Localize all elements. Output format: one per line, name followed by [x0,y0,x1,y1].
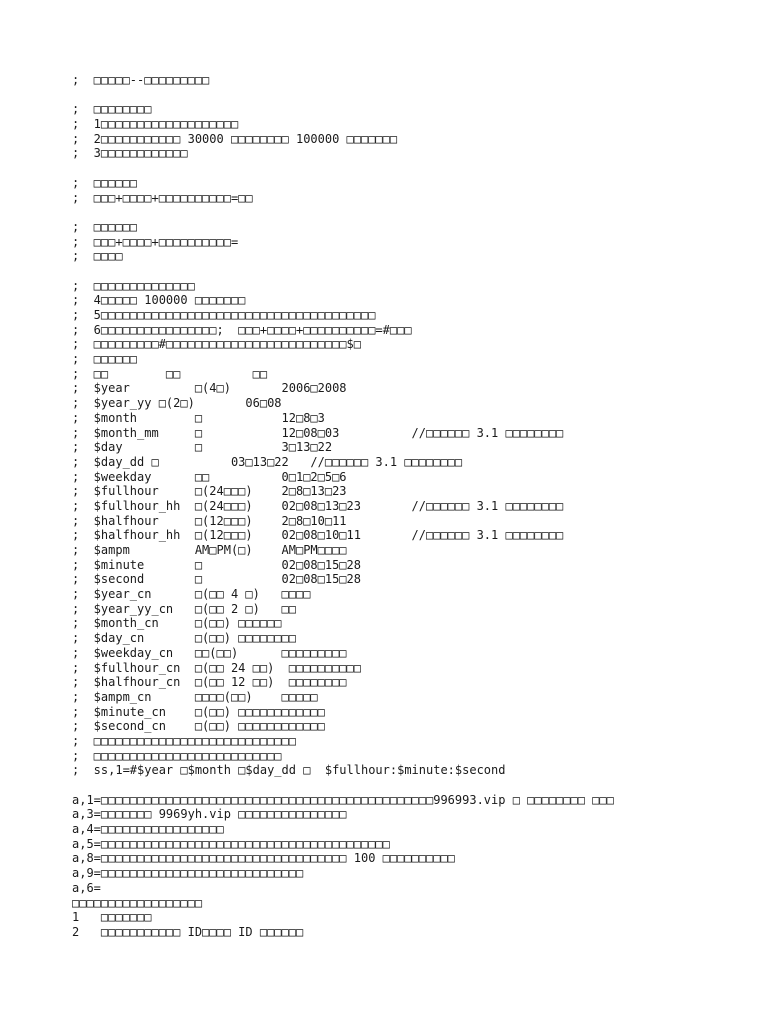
text-line: a,8=□□□□□□□□□□□□□□□□□□□□□□□□□□□□□□□□□□ 100 □□□□□□□□□□ [72,851,455,866]
text-line: a,4=□□□□□□□□□□□□□□□□□ [72,822,224,837]
text-line: 2 □□□□□□□□□□□ ID□□□□ ID □□□□□□ [72,924,304,939]
text-line: ; □□□+□□□□+□□□□□□□□□□= [72,234,239,249]
text-line: a,5=□□□□□□□□□□□□□□□□□□□□□□□□□□□□□□□□□□□□□□□□ [72,836,390,851]
text-line: ; $minute □ 02□08□15□28 [72,557,361,572]
text-line: ; □□□□□□ [72,175,138,190]
text-line: ; $year □(4□) 2006□2008 [72,381,347,396]
text-line: ; 6□□□□□□□□□□□□□□□□; □□□+□□□□+□□□□□□□□□□=#□□□ [72,322,412,337]
text-line: ; □□□□□--□□□□□□□□□ [72,73,210,87]
text-line: ; $month □ 12□8□3 [72,410,325,425]
text-line: ; □□□+□□□□+□□□□□□□□□□=□□ [72,190,253,205]
text-line: ; $year_yy_cn □(□□ 2 □) □□ [72,601,296,616]
text-line [72,205,762,220]
text-line: a,1=□□□□□□□□□□□□□□□□□□□□□□□□□□□□□□□□□□□□□□□□□□□□□□996993.vip □ □□□□□□□□ □□□ [72,792,614,807]
text-line: ; $minute_cn □(□□) □□□□□□□□□□□□ [72,704,325,719]
text-line: ; 3□□□□□□□□□□□□ [72,146,188,161]
text-line: ; ss,1=#$year □$month □$day_dd □ $fullhour:$minute:$second [72,763,506,778]
text-line [72,778,762,793]
text-line: ; □□□□□□□□□□□□□□□□□□□□□□□□□□□□ [72,733,296,748]
text-line: ; $day_dd □ 03□13□22 //□□□□□□ 3.1 □□□□□□□□ [72,454,463,469]
text-line: ; $fullhour_hh □(24□□□) 02□08□13□23 //□□□□□□ 3.1 □□□□□□□□ [72,498,564,513]
text-line: ; $second □ 02□08□15□28 [72,572,361,587]
text-line: ; $day □ 3□13□22 [72,440,333,455]
text-line: ; $fullhour_cn □(□□ 24 □□) □□□□□□□□□□ [72,660,361,675]
text-line: ; $halfhour_cn □(□□ 12 □□) □□□□□□□□ [72,675,347,690]
text-line: ; $month_mm □ 12□08□03 //□□□□□□ 3.1 □□□□□□□□ [72,425,564,440]
text-line: a,3=□□□□□□□ 9969yh.vip □□□□□□□□□□□□□□□ [72,807,347,822]
text-line [72,264,762,279]
text-line: ; $month_cn □(□□) □□□□□□ [72,616,282,631]
text-line: ; $fullhour □(24□□□) 2□8□13□23 [72,484,347,499]
text-line: ; □□□□□□□□ [72,102,152,117]
text-line: ; □□□□□□□□□□□□□□ [72,278,195,293]
text-line [72,161,762,176]
text-line: ; $second_cn □(□□) □□□□□□□□□□□□ [72,719,325,734]
text-line: ; $weekday □□ 0□1□2□5□6 [72,469,347,484]
text-line: ; □□□□□□ [72,219,138,234]
text-line: ; 4□□□□□ 100000 □□□□□□□ [72,293,246,308]
text-line: ; $halfhour □(12□□□) 2□8□10□11 [72,513,347,528]
text-line: ; $year_cn □(□□ 4 □) □□□□ [72,587,311,602]
text-line: ; □□□□□□□□□#□□□□□□□□□□□□□□□□□□□□□□□□□$□ [72,337,361,352]
text-line: ; 1□□□□□□□□□□□□□□□□□□□ [72,117,239,132]
text-line: ; $ampm AM□PM(□) AM□PM□□□□ [72,543,347,557]
document-body [72,73,762,940]
text-line: a,9=□□□□□□□□□□□□□□□□□□□□□□□□□□□□ [72,866,304,881]
text-line: ; 2□□□□□□□□□□□ 30000 □□□□□□□□ 100000 □□□□□□□ [72,131,398,146]
text-line: 1 □□□□□□□ [72,910,152,925]
text-line: ; □□□□ [72,249,123,264]
text-line: ; □□□□□□ [72,352,138,367]
text-line: ; $weekday_cn □□(□□) □□□□□□□□□ [72,645,347,660]
text-line: ; $halfhour_hh □(12□□□) 02□08□10□11 //□□□□□□ 3.1 □□□□□□□□ [72,528,564,543]
text-line: ; $ampm_cn □□□□(□□) □□□□□ [72,689,318,704]
text-line: ; $day_cn □(□□) □□□□□□□□ [72,631,296,646]
text-line: ; $year_yy □(2□) 06□08 [72,396,282,411]
text-line: ; □□ □□ □□ [72,366,268,381]
text-line: ; □□□□□□□□□□□□□□□□□□□□□□□□□□ [72,748,282,763]
text-line: □□□□□□□□□□□□□□□□□□ [72,895,203,910]
text-line: a,6= [72,880,101,895]
text-line: ; 5□□□□□□□□□□□□□□□□□□□□□□□□□□□□□□□□□□□□□□ [72,308,376,322]
text-line [72,88,762,103]
